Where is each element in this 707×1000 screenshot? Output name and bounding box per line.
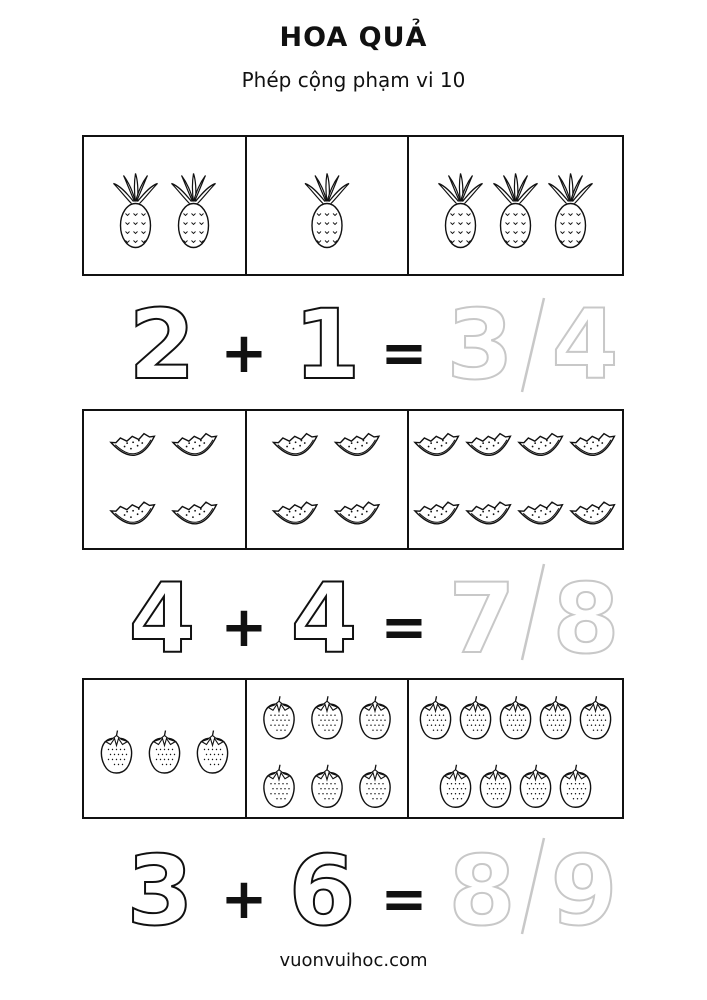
addend-b-2: 4 xyxy=(290,563,358,670)
strawberry-icon xyxy=(264,696,294,739)
strawberry-icon xyxy=(101,731,131,774)
watermelon-group-a-2 xyxy=(84,411,245,548)
pineapple-icon xyxy=(305,174,349,248)
choice-divider-1 xyxy=(522,298,544,392)
strawberry-icon xyxy=(420,696,450,739)
equals-sign-3: = xyxy=(380,867,428,932)
watermelon-slice-icon xyxy=(273,432,319,458)
choice-box-2 xyxy=(407,411,624,548)
choice-divider-3 xyxy=(522,838,544,934)
watermelon-slice-icon xyxy=(335,501,381,527)
plus-sign-3: + xyxy=(220,867,268,932)
answer-choice-1a[interactable]: 3 xyxy=(446,290,514,400)
strawberry-icon xyxy=(560,765,590,808)
fruit-row-3 xyxy=(82,678,624,819)
watermelon-slice-icon xyxy=(273,501,319,527)
choice-box-1 xyxy=(407,137,624,274)
watermelon-slice-icon xyxy=(172,501,218,527)
strawberry-icon xyxy=(360,765,390,808)
group-a-box-2 xyxy=(84,411,245,548)
strawberry-icon xyxy=(312,696,342,739)
strawberry-group-a-3 xyxy=(84,680,245,817)
pineapple-icon xyxy=(172,174,216,248)
group-b-box-1 xyxy=(245,137,409,274)
watermelon-slice-icon xyxy=(110,432,156,458)
strawberry-group-b-3 xyxy=(247,680,407,817)
strawberry-icon xyxy=(360,696,390,739)
watermelon-slice-icon xyxy=(570,501,616,527)
site-footer: vuonvuihoc.com xyxy=(279,950,428,971)
group-b-box-3 xyxy=(245,680,409,817)
watermelon-slice-icon xyxy=(518,501,564,527)
answer-choice-2a[interactable]: 7 xyxy=(448,563,516,670)
watermelon-slice-icon xyxy=(110,501,156,527)
strawberry-icon xyxy=(264,765,294,808)
strawberry-group-sum-3 xyxy=(409,680,622,817)
choice-box-3 xyxy=(407,680,624,817)
equation-svg-2 xyxy=(82,560,624,670)
answer-choice-2b[interactable]: 8 xyxy=(552,563,620,670)
watermelon-group-sum-2 xyxy=(409,411,622,548)
pineapple-icon xyxy=(494,174,538,248)
addend-b-3: 6 xyxy=(288,835,356,944)
watermelon-slice-icon xyxy=(466,501,512,527)
equation-3 xyxy=(82,834,624,944)
fruit-row-1 xyxy=(82,135,624,276)
group-a-box-3 xyxy=(84,680,245,817)
pineapple-group-sum-1 xyxy=(409,137,622,274)
strawberry-icon xyxy=(149,731,179,774)
equation-1 xyxy=(82,290,624,400)
pineapple-icon xyxy=(439,174,483,248)
equals-sign-2: = xyxy=(380,595,428,660)
strawberry-icon xyxy=(580,696,610,739)
strawberry-icon xyxy=(460,696,490,739)
worksheet-title: HOA QUẢ xyxy=(279,22,428,53)
strawberry-icon xyxy=(540,696,570,739)
strawberry-icon xyxy=(312,765,342,808)
pineapple-group-b-1 xyxy=(247,137,407,274)
fruit-row-2 xyxy=(82,409,624,550)
strawberry-icon xyxy=(520,765,550,808)
watermelon-slice-icon xyxy=(414,432,460,458)
equation-svg-3 xyxy=(82,834,624,944)
addend-b-1: 1 xyxy=(293,290,361,400)
pineapple-icon xyxy=(549,174,593,248)
strawberry-icon xyxy=(500,696,530,739)
watermelon-slice-icon xyxy=(172,432,218,458)
watermelon-slice-icon xyxy=(466,432,512,458)
addend-a-1: 2 xyxy=(128,290,196,400)
plus-sign-2: + xyxy=(220,595,268,660)
watermelon-slice-icon xyxy=(414,501,460,527)
equals-sign-1: = xyxy=(380,321,428,386)
answer-choice-1b[interactable]: 4 xyxy=(551,290,619,400)
addend-a-2: 4 xyxy=(128,563,196,670)
pineapple-icon xyxy=(114,174,158,248)
strawberry-icon xyxy=(197,731,227,774)
answer-choice-3a[interactable]: 8 xyxy=(448,835,516,944)
answer-choice-3b[interactable]: 9 xyxy=(550,835,618,944)
group-b-box-2 xyxy=(245,411,409,548)
watermelon-slice-icon xyxy=(335,432,381,458)
worksheet-subtitle: Phép cộng phạm vi 10 xyxy=(241,68,466,92)
watermelon-slice-icon xyxy=(518,432,564,458)
equation-svg-1 xyxy=(82,290,624,400)
addend-a-3: 3 xyxy=(126,835,194,944)
watermelon-slice-icon xyxy=(570,432,616,458)
choice-divider-2 xyxy=(522,564,544,660)
strawberry-icon xyxy=(440,765,470,808)
pineapple-group-a-1 xyxy=(84,137,245,274)
group-a-box-1 xyxy=(84,137,245,274)
plus-sign-1: + xyxy=(220,321,268,386)
strawberry-icon xyxy=(480,765,510,808)
equation-2 xyxy=(82,560,624,670)
watermelon-group-b-2 xyxy=(247,411,407,548)
